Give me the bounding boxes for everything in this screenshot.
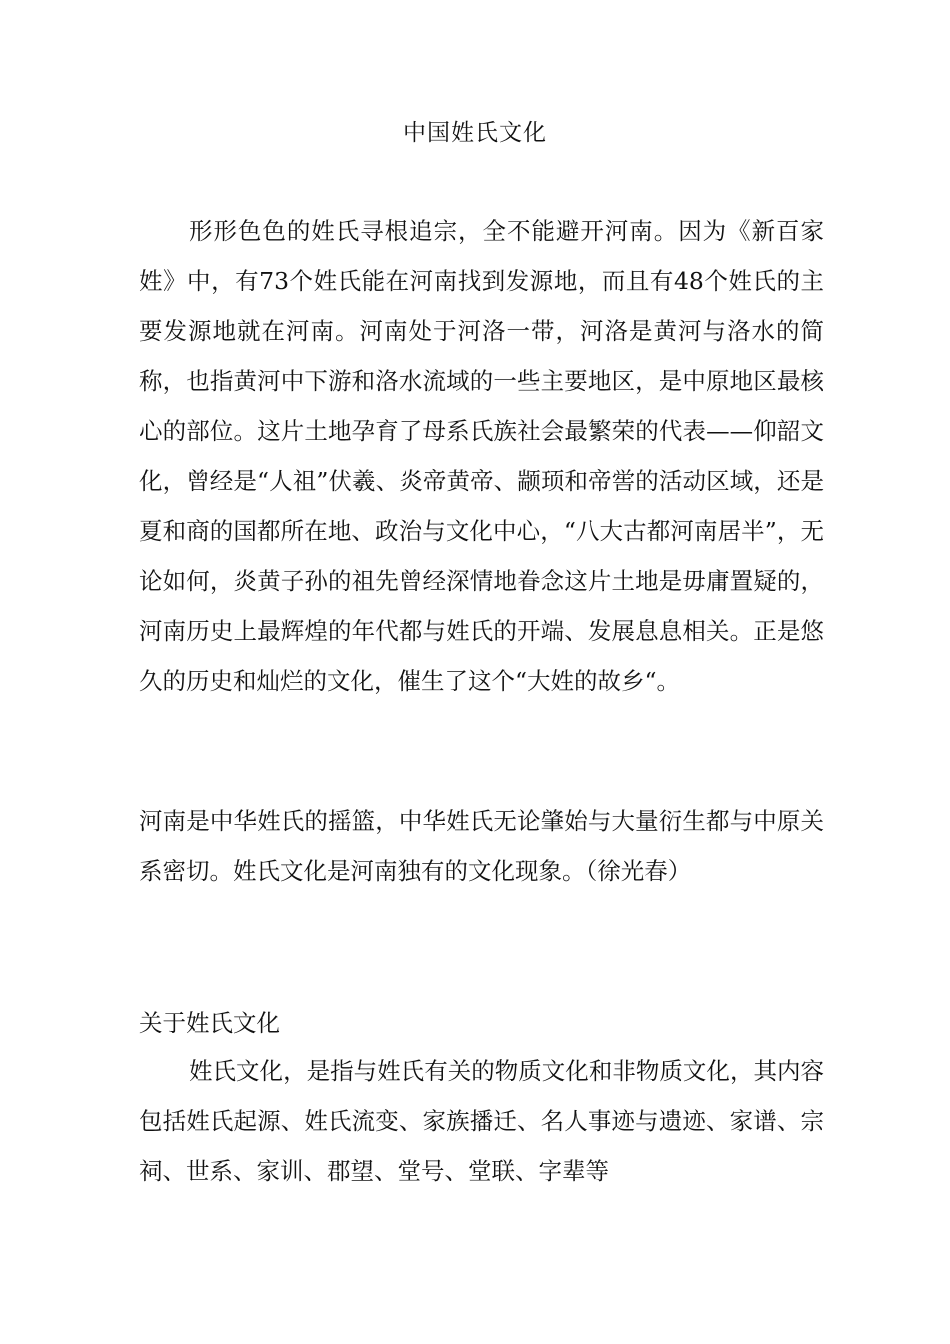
body-paragraph: 河南是中华姓氏的摇篮，中华姓氏无论肇始与大量衍生都与中原关系密切。姓氏文化是河南独有的文化现象。（徐光春） (139, 807, 824, 885)
body-paragraph: 形形色色的姓氏寻根追宗，全不能避开河南。因为《新百家姓》中，有73个姓氏能在河南找到发源地，而且有48个姓氏的主要发源地就在河南。河南处于河洛一带，河洛是黄河与洛水的简称，也指黄河中下游和洛水流域的一些主要地区，是中原地区最核心的部位。这片土地孕育了母系氏族社会最繁荣的代表——仰韶文化，曾经是“人祖”伏羲、炎帝黄帝、颛顼和帝喾的活动区域，还是夏和商的国都所在地、政治与文化中心，“八大古都河南居半”，无论如何，炎黄子孙的祖先曾经深情地眷念这片土地是毋庸置疑的，河南历史上最辉煌的年代都与姓氏的开端、发展息息相关。正是悠久的历史和灿烂的文化，催生了这个“大姓的故乡“。 (139, 217, 824, 695)
document-title: 中国姓氏文化 (403, 120, 547, 146)
section-heading: 关于姓氏文化 (139, 1009, 280, 1037)
body-paragraph: 姓氏文化，是指与姓氏有关的物质文化和非物质文化，其内容包括姓氏起源、姓氏流变、家族播迁、名人事迹与遗迹、家谱、宗祠、世系、家训、郡望、堂号、堂联、字辈等 (139, 1057, 824, 1185)
